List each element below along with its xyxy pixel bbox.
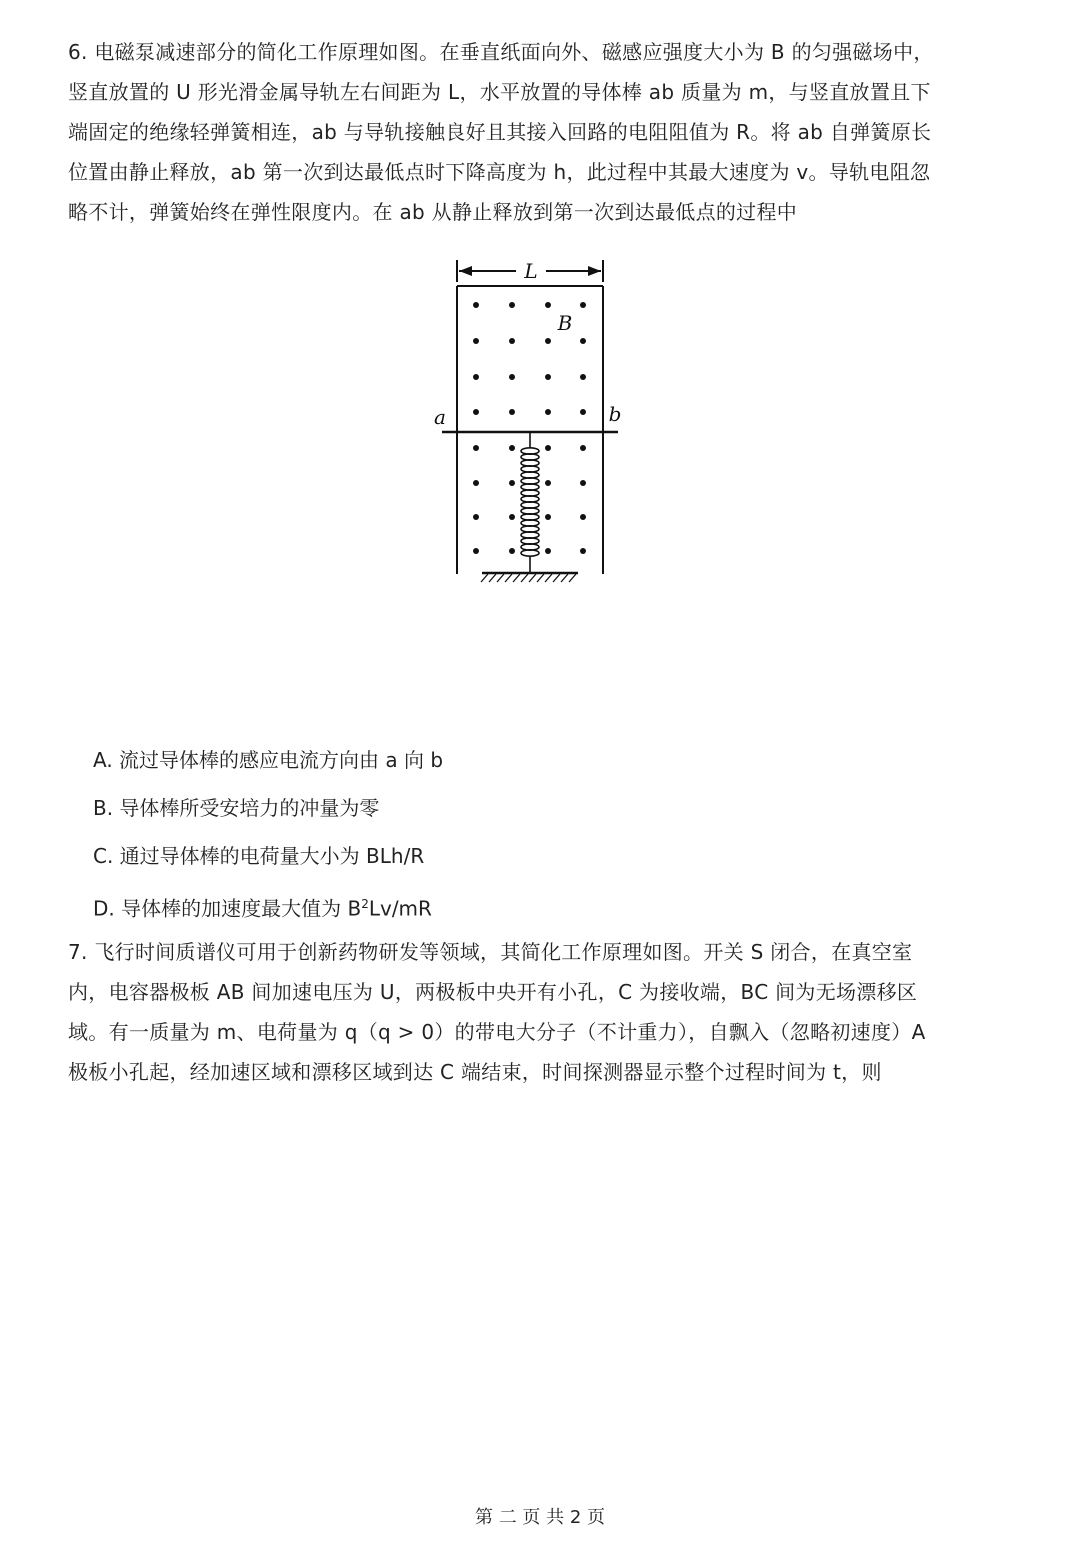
option-d-prefix: D. 导体棒的加速度最大值为 B xyxy=(93,896,362,921)
arrow-left-icon xyxy=(459,266,472,276)
question-6-figure xyxy=(420,252,640,592)
ground-support xyxy=(481,573,578,582)
option-b: B. 导体棒所受安培力的冲量为零 xyxy=(93,796,380,820)
question-6-line: 6. 电磁泵减速部分的简化工作原理如图。在垂直纸面向外、磁感应强度大小为 B 的匀强磁场中， xyxy=(68,40,934,64)
option-d xyxy=(93,889,432,924)
field-label: B xyxy=(557,311,573,335)
question-6-line: 端固定的绝缘轻弹簧相连，ab 与导轨接触良好且其接入回路的电阻阻值为 R。将 ab 自弹簧原长 xyxy=(68,120,932,144)
rail-spring-diagram xyxy=(420,252,640,592)
question-7-line: 域。有一质量为 m、电荷量为 q（q > 0）的带电大分子（不计重力），自飘入（忽略初速度）A xyxy=(68,1020,926,1044)
question-6-line: 略不计，弹簧始终在弹性限度内。在 ab 从静止释放到第一次到达最低点的过程中 xyxy=(68,200,798,224)
spring xyxy=(521,433,539,572)
option-c: C. 通过导体棒的电荷量大小为 BLh/R xyxy=(93,844,425,868)
magnetic-field-dots xyxy=(473,302,586,554)
question-7-line: 内，电容器极板 AB 间加速电压为 U，两极板中央开有小孔，C 为接收端，BC 间为无场漂移区 xyxy=(68,980,918,1004)
arrow-right-icon xyxy=(588,266,601,276)
question-6-line: 竖直放置的 U 形光滑金属导轨左右间距为 L，水平放置的导体棒 ab 质量为 m，与竖直放置且下 xyxy=(68,80,931,104)
page-footer: 第 二 页 共 2 页 xyxy=(474,1507,606,1528)
option-d-suffix: Lv/mR xyxy=(368,896,432,921)
bar-end-a-label: a xyxy=(434,405,446,429)
question-6-stem xyxy=(68,32,993,232)
bar-end-b-label: b xyxy=(608,402,622,426)
option-d-superscript: 2 xyxy=(361,897,369,911)
question-7-stem xyxy=(68,932,993,1092)
question-7-line: 极板小孔起，经加速区域和漂移区域到达 C 端结束，时间探测器显示整个过程时间为 t，则 xyxy=(68,1060,882,1084)
question-7-line: 7. 飞行时间质谱仪可用于创新药物研发等领域，其简化工作原理如图。开关 S 闭合，在真空室 xyxy=(68,940,913,964)
question-6-line: 位置由静止释放，ab 第一次到达最低点时下降高度为 h，此过程中其最大速度为 v。导轨电阻忽 xyxy=(68,160,931,184)
option-a: A. 流过导体棒的感应电流方向由 a 向 b xyxy=(93,748,444,772)
width-label: L xyxy=(524,259,538,283)
